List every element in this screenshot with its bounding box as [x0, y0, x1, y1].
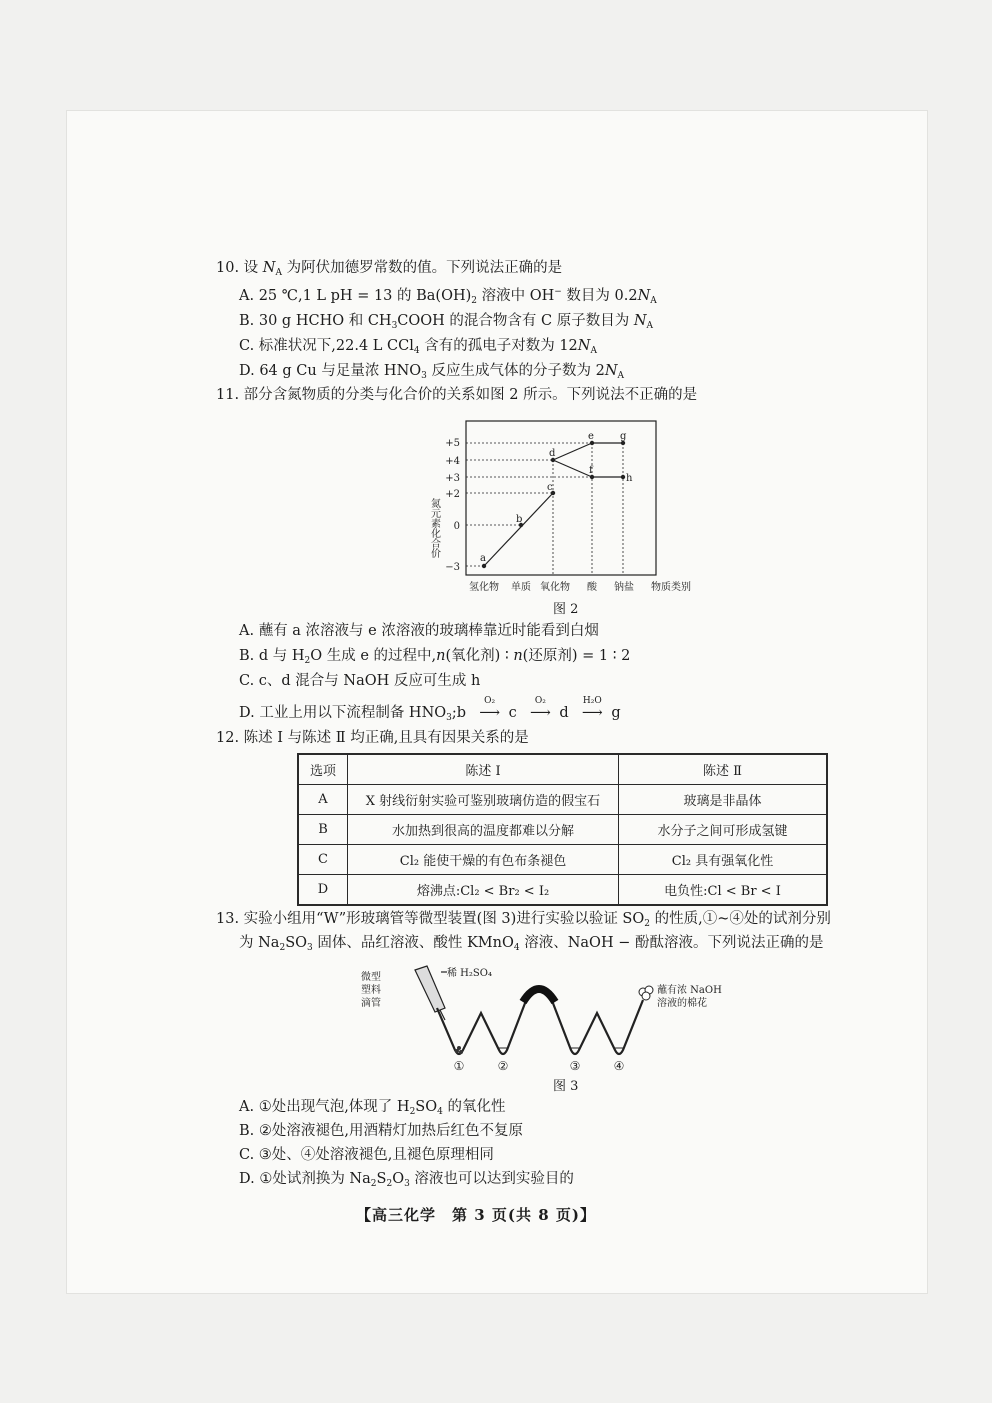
position-2: ② [497, 1059, 509, 1073]
table-row [298, 845, 827, 875]
dropper-label: 滴管 [361, 998, 381, 1009]
q11-figure-2 [420, 418, 710, 600]
table-cell: 水分子之间可形成氢键 [619, 815, 828, 845]
table-cell: B [298, 815, 348, 845]
label-c: c [547, 482, 553, 493]
arrow-h2o: H₂O ⟶ [581, 696, 603, 721]
y-tick: +3 [445, 473, 460, 484]
q10-option-a: A. 25 ℃,1 L pH = 13 的 $Ba(OH)_2$ 溶液中 OH− 数目为 $0.2N_A$ [239, 287, 657, 306]
table-row [298, 815, 827, 845]
q12-table [297, 753, 828, 906]
table-row [298, 785, 827, 815]
label-a: a [480, 553, 486, 564]
table-cell: X 射线衍射实验可鉴别玻璃仿造的假宝石 [348, 785, 619, 815]
dropper-label: 微型 [361, 972, 381, 983]
q11-option-c: C. c、d 混合与 NaOH 反应可生成 h [239, 673, 481, 689]
x-tick: 单质 [511, 582, 531, 593]
q13-stem-line2: 为 $Na_2SO_3$ 固体、品红溶液、酸性 KMnO$_4$ 溶液、NaOH − 酚酞溶液。下列说法正确的是 [239, 935, 824, 953]
y-tick: −3 [445, 562, 460, 573]
q13-figure-caption: 图 3 [553, 1079, 579, 1094]
table-cell: 电负性:Cl < Br < I [619, 875, 828, 906]
table-cell: C [298, 845, 348, 875]
q13-figure-3 [355, 958, 745, 1073]
x-tick: 钠盐 [614, 582, 634, 593]
arrow-o2-1: O₂ ⟶ [479, 696, 501, 721]
q13-option-a: A. ①处出现气泡,体现了 $H_2SO_4$ 的氧化性 [239, 1099, 506, 1117]
table-cell: 玻璃是非晶体 [619, 785, 828, 815]
y-tick: 0 [453, 521, 460, 532]
table-cell: 熔沸点:Cl₂ < Br₂ < I₂ [348, 875, 619, 906]
q13-option-b: B. ②处溶液褪色,用酒精灯加热后红色不复原 [239, 1123, 523, 1139]
q12-stem: 12. 陈述 Ⅰ 与陈述 Ⅱ 均正确,且具有因果关系的是 [216, 730, 529, 746]
label-b: b [516, 514, 523, 525]
table-cell: Cl₂ 具有强氧化性 [619, 845, 828, 875]
point-h [621, 475, 625, 479]
y-tick: +5 [445, 438, 460, 449]
q10-stem: 10. 设 $N_A$ 为阿伏加德罗常数的值。下列说法正确的是 [216, 260, 563, 278]
y-tick: +2 [445, 489, 460, 500]
point-a [482, 564, 486, 568]
table-row [298, 875, 827, 906]
cotton-label: 溶液的棉花 [657, 998, 707, 1009]
w-tube-right [551, 998, 643, 1054]
q11-option-d: D. 工业上用以下流程制备 $HNO_3;b$ O₂ ⟶ c O₂ ⟶ d H₂O ⟶ g [239, 696, 621, 723]
q10-option-d: D. 64 g Cu 与足量浓 $HNO_3$ 反应生成气体的分子数为 $2N_A$ [239, 363, 625, 381]
label-h: h [626, 473, 633, 484]
cotton-icon [639, 986, 653, 1000]
q13-option-d: D. ①处试剂换为 $Na_2S_2O_3$ 溶液也可以达到实验目的 [239, 1171, 574, 1189]
q10-option-b: B. 30 g HCHO 和 $CH_3COOH$ 的混合物含有 C 原子数目为 $N_A$ [239, 313, 654, 331]
table-header-row [298, 754, 827, 785]
dropper-label: 塑料 [361, 985, 381, 996]
q13-stem-line1: 13. 实验小组用“W”形玻璃管等微型装置(图 3)进行实验以验证 $SO_2$ 的性质,①~④处的试剂分别 [216, 911, 831, 929]
q11-option-b: B. d 与 $H_2O$ 生成 e 的过程中,n(氧化剂) ∶ n(还原剂) = 1 ∶ 2 [239, 648, 631, 666]
position-4: ④ [613, 1059, 625, 1073]
header-cell: 陈述 Ⅰ [348, 754, 619, 785]
label-g: g [620, 431, 627, 442]
connector-tube [523, 989, 555, 1002]
q13-option-c: C. ③处、④处溶液褪色,且褪色原理相同 [239, 1147, 494, 1163]
x-axis-title: 物质类别 [651, 582, 691, 593]
position-1: ① [453, 1059, 465, 1073]
header-cell: 选项 [298, 754, 348, 785]
header-cell: 陈述 Ⅱ [619, 754, 828, 785]
q11-option-a: A. 蘸有 a 浓溶液与 e 浓溶液的玻璃棒靠近时能看到白烟 [239, 623, 599, 639]
x-tick: 氧化物 [540, 582, 570, 593]
page-footer: 【高三化学 第 3 页(共 8 页)】 [356, 1206, 596, 1224]
acid-label: 稀 H₂SO₄ [447, 968, 492, 979]
x-tick: 酸 [587, 582, 597, 593]
cotton-label: 蘸有浓 NaOH [657, 985, 722, 996]
q11-figure-caption: 图 2 [553, 602, 579, 617]
q10-option-c: C. 标准状况下,22.4 L CCl$_4$ 含有的孤电子对数为 $12N_A$ [239, 338, 597, 356]
q11-stem: 11. 部分含氮物质的分类与化合价的关系如图 2 所示。下列说法不正确的是 [216, 387, 698, 403]
y-axis-title: 氮元素化合价 [428, 498, 440, 558]
y-tick: +4 [445, 456, 460, 467]
table-cell: Cl₂ 能使干燥的有色布条褪色 [348, 845, 619, 875]
table-cell: D [298, 875, 348, 906]
dropper-icon [415, 966, 447, 1020]
x-tick: 氢化物 [469, 582, 499, 593]
label-f: f [589, 465, 593, 476]
w-tube-left [437, 998, 527, 1054]
position-3: ③ [569, 1059, 581, 1073]
table-cell: 水加热到很高的温度都难以分解 [348, 815, 619, 845]
label-e: e [588, 431, 594, 442]
arrow-o2-2: O₂ ⟶ [530, 696, 551, 721]
table-cell: A [298, 785, 348, 815]
label-d: d [549, 448, 556, 459]
